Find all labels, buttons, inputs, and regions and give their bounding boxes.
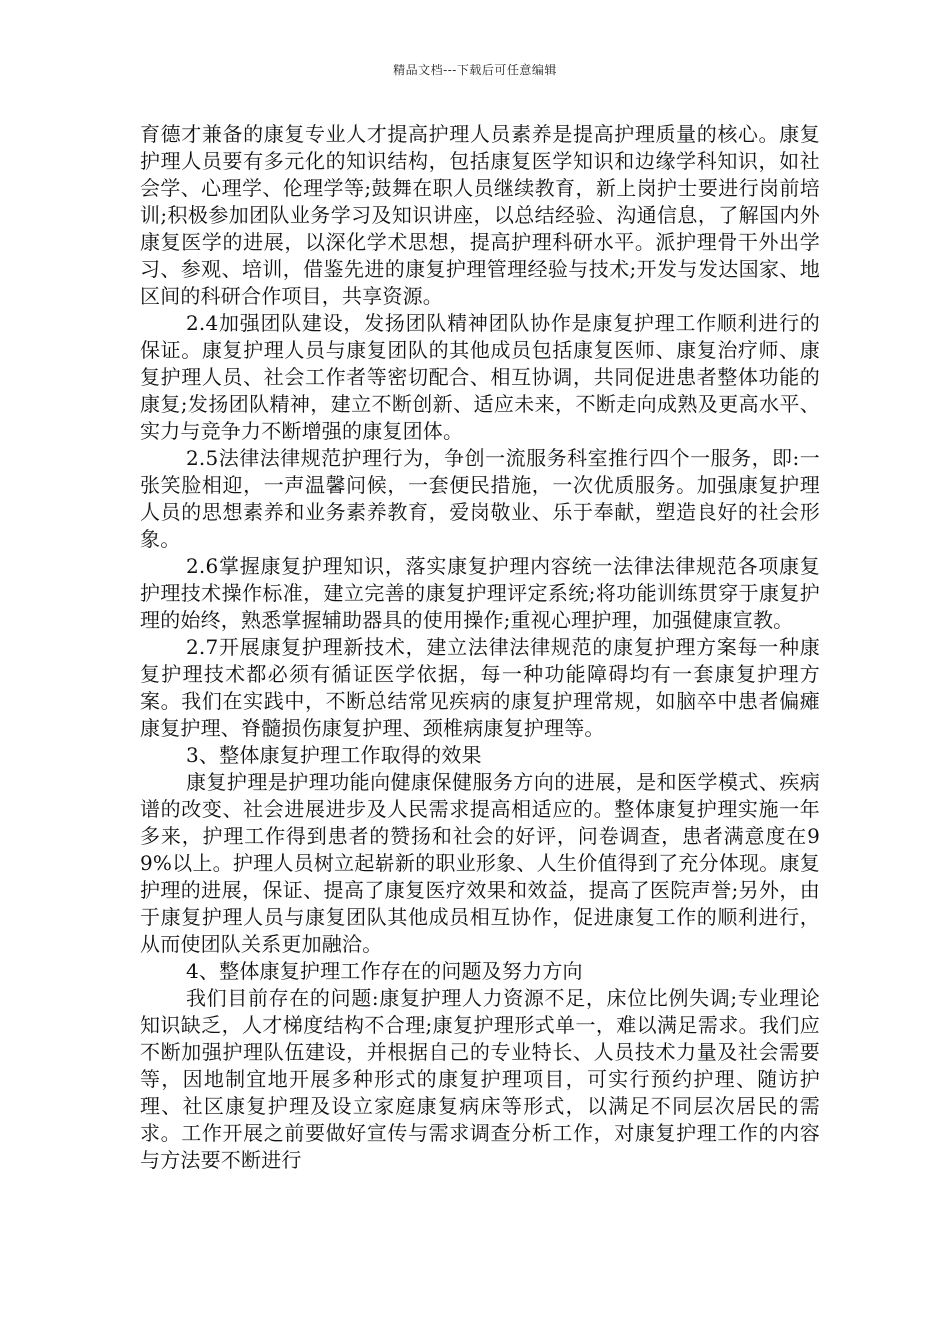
paragraph-problems: 我们目前存在的问题:康复护理人力资源不足，床位比例失调;专业理论知识缺乏，人才梯度结构不合理;康复护理形式单一，难以满足需求。我们应不断加强护理队伍建设，并根据自己的专业特长、人员技术力量及社会需要等，因地制宜地开展多种形式的康复护理项目，可实行预约护理、随访护理、社区康复护理及设立家庭康复病床等形式，以满足不同层次居民的需求。工作开展之前要做好宣传与需求调查分析工作，对康复护理工作的内容与方法要不断进行 [140, 986, 820, 1172]
paragraph-service-standards: 2.5法律法律规范护理行为，争创一流服务科室推行四个一服务，即:一张笑脸相迎，一声温馨问候，一套便民措施，一次优质服务。加强康复护理人员的思想素养和业务素养教育，爱岗敬业、乐于奉献，塑造良好的社会形象。 [140, 446, 820, 551]
paragraph-team-building: 2.4加强团队建设，发扬团队精神团队协作是康复护理工作顺利进行的保证。康复护理人员与康复团队的其他成员包括康复医师、康复治疗师、康复护理人员、社会工作者等密切配合、相互协调，共同促进患者整体功能的康复;发扬团队精神，建立不断创新、适应未来，不断走向成熟及更高水平、实力与竞争力不断增强的康复团体。 [140, 311, 820, 443]
paragraph-talent-training: 育德才兼备的康复专业人才提高护理人员素养是提高护理质量的核心。康复护理人员要有多元化的知识结构，包括康复医学知识和边缘学科知识，如社会学、心理学、伦理学等;鼓舞在职人员继续教育，新上岗护士要进行岗前培训;积极参加团队业务学习及知识讲座，以总结经验、沟通信息，了解国内外康复医学的进展，以深化学术思想，提高护理科研水平。派护理骨干外出学习、参观、培训，借鉴先进的康复护理管理经验与技术;开发与发达国家、地区间的科研合作项目，共享资源。 [140, 122, 820, 308]
document-body [140, 121, 820, 1174]
paragraph-new-techniques: 2.7开展康复护理新技术，建立法律法律规范的康复护理方案每一种康复护理技术都必须有循证医学依据，每一种功能障碍均有一套康复护理方案。我们在实践中，不断总结常见疾病的康复护理常规，如脑卒中患者偏瘫康复护理、脊髓损伤康复护理、颈椎病康复护理等。 [140, 635, 820, 740]
paragraph-results: 康复护理是护理功能向健康保健服务方向的进展，是和医学模式、疾病谱的改变、社会进展进步及人民需求提高相适应的。整体康复护理实施一年多来，护理工作得到患者的赞扬和社会的好评，问卷调查，患者满意度在99%以上。护理人员树立起崭新的职业形象、人生价值得到了充分体现。康复护理的进展，保证、提高了康复医疗效果和效益，提高了医院声誉;另外，由于康复护理人员与康复团队其他成员相互协作，促进康复工作的顺利进行，从而使团队关系更加融洽。 [140, 770, 820, 956]
page-header: 精品文档---下载后可任意编辑 [393, 63, 557, 77]
paragraph-nursing-knowledge: 2.6掌握康复护理知识，落实康复护理内容统一法律法律规范各项康复护理技术操作标准，建立完善的康复护理评定系统;将功能训练贯穿于康复护理的始终，熟悉掌握辅助器具的使用操作;重视心理护理，加强健康宣教。 [140, 554, 820, 632]
section-heading-results: 3、整体康复护理工作取得的效果 [186, 743, 482, 767]
section-heading-problems: 4、整体康复护理工作存在的问题及努力方向 [186, 959, 583, 983]
